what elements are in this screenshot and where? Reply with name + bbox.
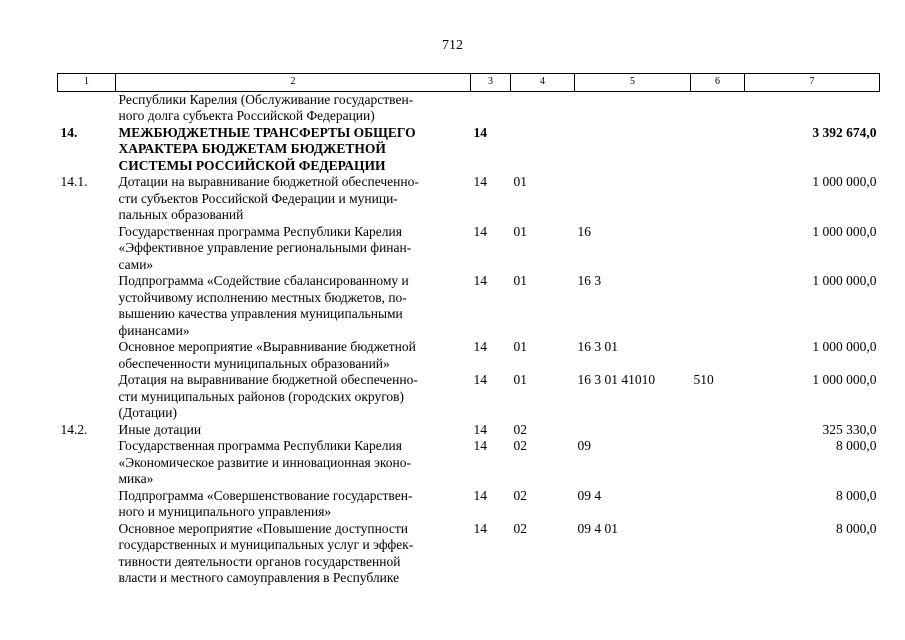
table-header [58, 74, 880, 92]
table-row [58, 273, 880, 339]
target-article-cell [575, 422, 691, 439]
item-name-line: «Экономическое развитие и инновационная эконо- [118, 454, 412, 470]
row-number-cell [58, 224, 116, 274]
item-name-cell [116, 91, 471, 125]
row-number-cell [58, 91, 116, 125]
item-name-line: ХАРАКТЕРА БЮДЖЕТАМ БЮДЖЕТНОЙ [118, 141, 386, 156]
item-name-line: (Дотации) [118, 405, 178, 420]
expense-type-cell: 510 [693, 372, 714, 387]
expense-type-cell [691, 91, 745, 125]
section-code-cell: 14 [473, 421, 487, 437]
amount-cell: 3 392 674,0 [812, 124, 877, 140]
item-name-line: Иные дотации [118, 421, 202, 437]
subsection-code-cell: 02 [513, 438, 527, 453]
amount-cell: 1 000 000,0 [812, 372, 877, 387]
table-row [58, 438, 880, 488]
item-name-cell [116, 372, 471, 422]
item-name-cell [116, 339, 471, 372]
amount-cell: 8 000,0 [836, 487, 877, 503]
row-number-cell [58, 273, 116, 339]
item-name-line: пальных образований [118, 207, 244, 222]
table-row [58, 422, 880, 439]
item-name-cell [116, 422, 471, 439]
row-number-cell [58, 521, 116, 587]
row-number-cell [58, 372, 116, 422]
target-article-cell [575, 174, 691, 224]
subsection-code-cell: 01 [513, 174, 527, 189]
budget-table [57, 73, 880, 587]
amount-cell: 8 000,0 [836, 438, 877, 453]
target-article-cell: 09 4 01 [577, 520, 618, 536]
subsection-code-cell: 01 [513, 339, 527, 354]
expense-type-cell [691, 438, 745, 488]
item-name-line: власти и местного самоуправления в Республике [118, 570, 400, 585]
item-name-line: мика» [118, 471, 154, 486]
section-code-cell: 14 [473, 372, 487, 387]
section-code-cell [471, 91, 511, 125]
amount-cell: 1 000 000,0 [812, 273, 877, 288]
table-body [58, 91, 880, 587]
item-name-line: ного долга субъекта Российской Федерации) [118, 108, 375, 123]
item-name-line: Подпрограмма «Совершенствование государствен- [118, 487, 413, 503]
amount-cell: 1 000 000,0 [812, 174, 877, 189]
subsection-code-cell [511, 91, 575, 125]
item-name-line: финансами» [118, 322, 190, 338]
expense-type-cell [691, 174, 745, 224]
item-name-line: Дотации на выравнивание бюджетной обеспеченно- [118, 174, 419, 189]
table-row [58, 224, 880, 274]
item-name-line: Основное мероприятие «Выравнивание бюджетной [118, 339, 416, 354]
target-article-cell: 16 3 01 41010 [577, 372, 656, 387]
expense-type-cell [691, 273, 745, 339]
subsection-code-cell: 02 [513, 421, 527, 437]
expense-type-cell [691, 521, 745, 587]
amount-cell [745, 91, 880, 125]
amount-cell: 1 000 000,0 [812, 223, 877, 239]
item-name-line: Основное мероприятие «Повышение доступности [118, 520, 408, 536]
target-article-cell: 16 3 [577, 273, 602, 288]
item-name-cell [116, 521, 471, 587]
subsection-code-cell [511, 125, 575, 175]
subsection-code-cell: 01 [513, 273, 527, 288]
section-code-cell: 14 [473, 520, 487, 536]
item-name-line: обеспеченности муниципальных образований» [118, 355, 390, 371]
item-name-line: вышению качества управления муниципальными [118, 306, 403, 321]
item-name-cell [116, 174, 471, 224]
expense-type-cell [691, 224, 745, 274]
column-header: 1 [58, 74, 116, 92]
target-article-cell [575, 125, 691, 175]
item-name-cell [116, 438, 471, 488]
table-row [58, 174, 880, 224]
subsection-code-cell: 02 [513, 487, 527, 503]
item-name-line: МЕЖБЮДЖЕТНЫЕ ТРАНСФЕРТЫ ОБЩЕГО [118, 124, 416, 140]
subsection-code-cell: 01 [513, 372, 527, 387]
section-code-cell: 14 [473, 124, 487, 140]
row-number-cell: 14. [60, 124, 78, 140]
column-header: 2 [116, 74, 471, 92]
item-name-cell [116, 224, 471, 274]
subsection-code-cell: 02 [513, 520, 527, 536]
item-name-line: сти субъектов Российской Федерации и муници- [118, 190, 398, 206]
row-number-cell [58, 339, 116, 372]
item-name-line: государственных и муниципальных услуг и эффек- [118, 537, 414, 552]
item-name-cell [116, 488, 471, 521]
item-name-cell [116, 273, 471, 339]
section-code-cell: 14 [473, 339, 487, 354]
subsection-code-cell: 01 [513, 223, 527, 239]
target-article-cell: 09 4 [577, 487, 602, 503]
amount-cell: 8 000,0 [836, 520, 877, 536]
table-row [58, 521, 880, 587]
expense-type-cell [691, 488, 745, 521]
table-row [58, 372, 880, 422]
section-code-cell: 14 [473, 223, 487, 239]
item-name-line: сти муниципальных районов (городских округов) [118, 388, 405, 404]
table-row [58, 339, 880, 372]
table-row [58, 125, 880, 175]
amount-cell: 325 330,0 [822, 421, 877, 437]
item-name-line: «Эффективное управление региональными финан- [118, 240, 412, 255]
item-name-line: Республики Карелия (Обслуживание государствен- [118, 91, 414, 107]
section-code-cell: 14 [473, 487, 487, 503]
row-number-cell [58, 438, 116, 488]
header-row [58, 74, 880, 92]
amount-cell: 1 000 000,0 [812, 339, 877, 354]
item-name-line: тивности деятельности органов государственной [118, 553, 401, 569]
target-article-cell: 16 3 01 [577, 339, 618, 354]
column-header: 5 [575, 74, 691, 92]
item-name-line: ного и муниципального управления» [118, 504, 332, 519]
item-name-line: Подпрограмма «Содействие сбалансированному и [118, 273, 409, 288]
item-name-line: сами» [118, 256, 154, 272]
target-article-cell: 16 [577, 223, 591, 239]
column-header: 3 [471, 74, 511, 92]
expense-type-cell [691, 422, 745, 439]
section-code-cell: 14 [473, 273, 487, 288]
expense-type-cell [691, 125, 745, 175]
target-article-cell: 09 [577, 438, 591, 453]
table-row [58, 91, 880, 125]
item-name-line: Государственная программа Республики Карелия [118, 223, 402, 239]
item-name-line: Дотация на выравнивание бюджетной обеспеченно- [118, 372, 418, 387]
expense-type-cell [691, 339, 745, 372]
item-name-line: СИСТЕМЫ РОССИЙСКОЙ ФЕДЕРАЦИИ [118, 157, 386, 173]
row-number-cell: 14.1. [60, 174, 88, 189]
column-header: 4 [511, 74, 575, 92]
column-header: 6 [691, 74, 745, 92]
row-number-cell [58, 488, 116, 521]
page-number: 712 [442, 38, 463, 53]
item-name-line: Государственная программа Республики Карелия [118, 438, 402, 453]
item-name-cell [116, 125, 471, 175]
section-code-cell: 14 [473, 174, 487, 189]
section-code-cell: 14 [473, 438, 487, 453]
column-header: 7 [745, 74, 880, 92]
target-article-cell [575, 91, 691, 125]
row-number-cell: 14.2. [60, 421, 88, 437]
table-row [58, 488, 880, 521]
item-name-line: устойчивому исполнению местных бюджетов, по- [118, 289, 407, 305]
